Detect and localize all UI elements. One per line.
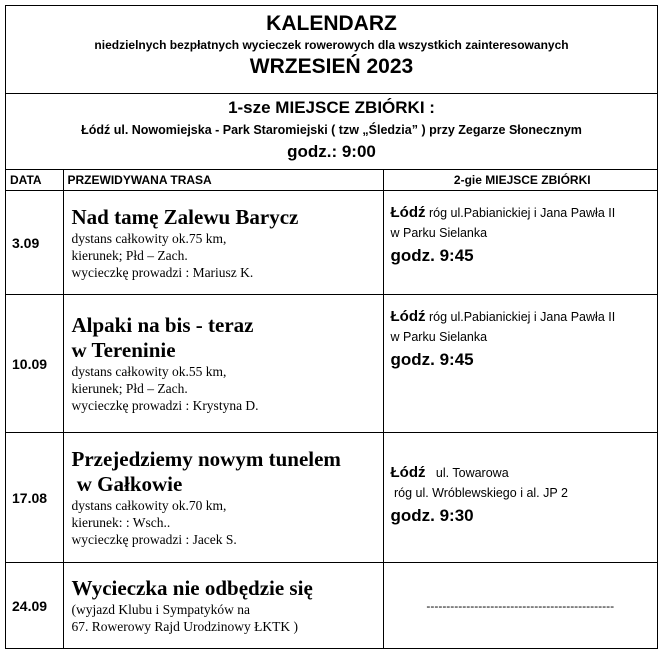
first-meeting-point bbox=[6, 94, 657, 170]
table-row bbox=[6, 433, 657, 563]
calendar-title: KALENDARZ bbox=[266, 12, 397, 35]
schedule-header-row bbox=[6, 170, 657, 191]
second-meeting-time: godz. 9:45 bbox=[390, 350, 474, 369]
trip-leader: wycieczkę prowadzi : Mariusz K. bbox=[71, 264, 254, 280]
second-meeting-place: w Parku Sielanka bbox=[390, 330, 488, 344]
second-meeting-city: Łódź bbox=[390, 204, 426, 221]
trip-route bbox=[63, 295, 383, 433]
trip-route bbox=[63, 433, 383, 563]
trip-date: 10.09 bbox=[6, 295, 63, 433]
second-meeting-address: róg ul.Pabianickiej i Jana Pawła II bbox=[425, 310, 616, 324]
second-meeting-time: godz. 9:45 bbox=[390, 246, 474, 265]
trip-distance: dystans całkowity ok.70 km, bbox=[71, 498, 227, 513]
calendar-month: WRZESIEŃ 2023 bbox=[249, 55, 414, 78]
second-meeting-city: Łódź bbox=[390, 464, 426, 481]
trip-note-line2: 67. Rowerowy Rajd Urodzinowy ŁKTK ) bbox=[71, 619, 298, 635]
trip-route bbox=[63, 191, 383, 295]
table-row bbox=[6, 563, 657, 649]
trip-direction: kierunek; Płd – Zach. bbox=[71, 381, 188, 396]
second-meeting-time: godz. 9:30 bbox=[390, 506, 474, 525]
trip-date: 24.09 bbox=[6, 563, 63, 649]
trip-title: Nad tamę Zalewu Barycz bbox=[71, 204, 299, 229]
trip-title-line2: w Gałkowie bbox=[71, 472, 183, 496]
first-meeting-place: Łódź ul. Nowomiejska - Park Staromiejski ( tzw „Śledzia” ) przy Zegarze Słonecznym bbox=[81, 123, 582, 137]
second-meeting-place: róg ul. Wróblewskiego i al. JP 2 bbox=[390, 486, 568, 500]
second-meeting-point bbox=[383, 295, 657, 433]
second-meeting-place: w Parku Sielanka bbox=[390, 226, 488, 240]
first-meeting-time: godz.: 9:00 bbox=[287, 142, 376, 161]
trip-note: (wyjazd Klubu i Sympatyków na bbox=[71, 602, 250, 618]
first-meeting-title: 1-sze MIEJSCE ZBIÓRKI : bbox=[228, 98, 435, 117]
trip-date: 3.09 bbox=[6, 191, 63, 295]
trip-title: Alpaki na bis - teraz bbox=[71, 313, 254, 337]
trip-title-line2: w Tereninie bbox=[71, 338, 176, 362]
second-meeting-city: Łódź bbox=[390, 308, 426, 325]
calendar-subtitle: niedzielnych bezpłatnych wycieczek rowerowych dla wszystkich zainteresowanych bbox=[94, 38, 569, 52]
trip-leader: wycieczkę prowadzi : Jacek S. bbox=[71, 532, 237, 547]
table-row bbox=[6, 295, 657, 433]
column-header-date: DATA bbox=[6, 170, 63, 191]
trip-distance: dystans całkowity ok.55 km, bbox=[71, 364, 227, 379]
second-meeting-point bbox=[383, 433, 657, 563]
table-row bbox=[6, 191, 657, 295]
trip-route bbox=[63, 563, 383, 649]
trip-distance: dystans całkowity ok.75 km, bbox=[71, 230, 227, 246]
second-meeting-address: róg ul.Pabianickiej i Jana Pawła II bbox=[425, 206, 616, 220]
column-header-second-meeting: 2-gie MIEJSCE ZBIÓRKI bbox=[383, 170, 657, 191]
trip-date: 17.08 bbox=[6, 433, 63, 563]
trip-direction: kierunek: : Wsch.. bbox=[71, 515, 171, 530]
trip-title: Wycieczka nie odbędzie się bbox=[71, 576, 313, 601]
calendar-header bbox=[6, 6, 657, 94]
trip-title: Przejedziemy nowym tunelem bbox=[71, 447, 341, 471]
trip-leader: wycieczkę prowadzi : Krystyna D. bbox=[71, 398, 259, 413]
column-header-route: PRZEWIDYWANA TRASA bbox=[63, 170, 383, 191]
schedule-table bbox=[6, 170, 657, 649]
second-meeting-address: ul. Towarowa bbox=[425, 466, 509, 480]
second-meeting-point bbox=[383, 191, 657, 295]
second-meeting-none: ----------------------------------------------- bbox=[383, 563, 657, 649]
calendar-sheet bbox=[5, 5, 658, 649]
trip-direction: kierunek; Płd – Zach. bbox=[71, 247, 188, 263]
